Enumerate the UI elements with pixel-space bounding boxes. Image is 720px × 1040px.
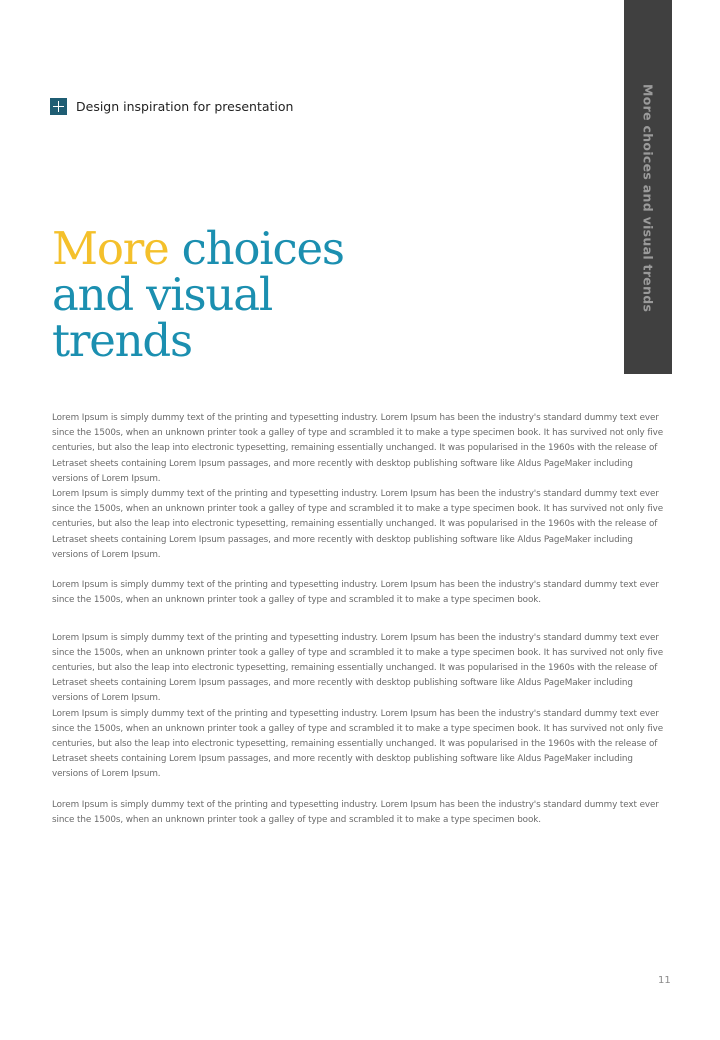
body-paragraph: Lorem Ipsum is simply dummy text of the printing and typesetting industry. Lorem Ipsum has been the industry's standard dummy text ever since the 1500s, when an unknown printer took a galley of type and scrambled it to make a type specimen book. It has survived not only five centuries, but also the leap into electronic typesetting, remaining essentially unchanged. It was popularised in the 1960s with the release of Letraset sheets containing Lorem Ipsum passages, and more recently with desktop publishing software like Aldus PageMaker including versions of Lorem Ipsum. — [52, 708, 664, 780]
title-line2: and visual — [52, 268, 273, 321]
header-text: Design inspiration for presentation — [76, 99, 294, 114]
paragraph-gap — [52, 609, 668, 631]
paragraph-gap — [52, 783, 668, 798]
page-number: 11 — [658, 975, 671, 986]
body-paragraph: Lorem Ipsum is simply dummy text of the printing and typesetting industry. Lorem Ipsum has been the industry's standard dummy text ever since the 1500s, when an unknown printer took a galley of type and scrambled it to make a type specimen book. — [52, 799, 659, 826]
body-paragraph: Lorem Ipsum is simply dummy text of the printing and typesetting industry. Lorem Ipsum has been the industry's standard dummy text ever since the 1500s, when an unknown printer took a galley of type and scrambled it to make a type specimen book. It has survived not only five centuries, but also the leap into electronic typesetting, remaining essentially unchanged. It was popularised in the 1960s with the release of Letraset sheets containing Lorem Ipsum passages, and more recently with desktop publishing software like Aldus PageMaker including versions of Lorem Ipsum. — [52, 489, 664, 560]
page-title — [52, 222, 344, 367]
body-paragraph: Lorem Ipsum is simply dummy text of the printing and typesetting industry. Lorem Ipsum has been the industry's standard dummy text ever since the 1500s, when an unknown printer took a galley of type and scrambled it to make a type specimen book. It has survived not only five centuries, but also the leap into electronic typesetting, remaining essentially unchanged. It was popularised in the 1960s with the release of Letraset sheets containing Lorem Ipsum passages, and more recently with desktop publishing software like Aldus PageMaker including versions of Lorem Ipsum. — [52, 632, 664, 704]
side-band-label: More choices and visual trends — [640, 84, 656, 313]
body-text — [52, 411, 668, 828]
side-band — [624, 0, 672, 374]
body-paragraph: Lorem Ipsum is simply dummy text of the printing and typesetting industry. Lorem Ipsum has been the industry's standard dummy text ever since the 1500s, when an unknown printer took a galley of type and scrambled it to make a type specimen book. — [52, 580, 659, 606]
body-paragraph: Lorem Ipsum is simply dummy text of the printing and typesetting industry. Lorem Ipsum has been the industry's standard dummy text ever since the 1500s, when an unknown printer took a galley of type and scrambled it to make a type specimen book. It has survived not only five centuries, but also the leap into electronic typesetting, remaining essentially unchanged. It was popularised in the 1960s with the release of Letraset sheets containing Lorem Ipsum passages, and more recently with desktop publishing software like Aldus PageMaker including versions of Lorem Ipsum. — [52, 413, 664, 484]
paragraph-gap — [52, 563, 668, 578]
title-accent-word: More — [52, 222, 169, 275]
header — [50, 98, 293, 115]
title-line3: trends — [52, 314, 192, 367]
title-line1-rest: choices — [181, 222, 344, 275]
plus-icon — [50, 98, 67, 115]
